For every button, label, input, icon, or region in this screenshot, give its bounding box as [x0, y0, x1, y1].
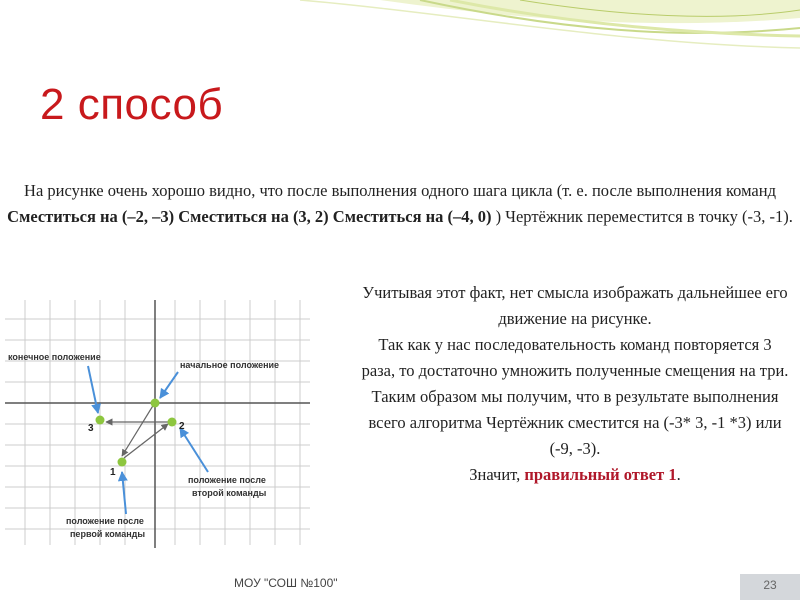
point-3 — [96, 416, 105, 425]
intro-commands: Сместиться на (–2, –3) Сместиться на (3, 2) Сместиться на (–4, 0) — [7, 207, 492, 226]
point-number-2: 2 — [179, 421, 185, 432]
answer-paragraph — [360, 462, 790, 488]
intro-text-end: ) Чертёжник переместится в точку (-3, -1). — [491, 207, 793, 226]
label-final-position: конечное положение — [8, 352, 101, 362]
point-2 — [168, 418, 177, 427]
explanation-paragraph-1: Учитывая этот факт, нет смысла изображать дальнейшее его движение на рисунке. — [362, 283, 788, 328]
answer-prefix: Значит, — [469, 465, 525, 484]
correct-answer: правильный ответ 1 — [524, 465, 677, 484]
point-number-3: 3 — [88, 423, 94, 434]
top-decoration — [0, 0, 800, 60]
label-after-second-line2: второй команды — [192, 488, 267, 498]
intro-text-start: На рисунке очень хорошо видно, что после выполнения одного шага цикла (т. е. после выполнения команд — [24, 181, 776, 200]
intro-paragraph — [0, 178, 800, 230]
pointer-final — [88, 366, 98, 413]
answer-suffix: . — [676, 465, 681, 484]
explanation-paragraph-2: Так как у нас последовательность команд повторяется 3 раза, то достаточно умножить полученные смещения на три. Таким образом мы получим, что в результате выполнения всего алгоритма Чертёжник сместится на (-3* 3, -1 *3) или (-9, -3). — [361, 335, 789, 458]
label-after-second-line1: положение после — [188, 475, 266, 485]
label-after-first-line2: первой команды — [70, 529, 146, 539]
coordinate-diagram — [0, 300, 320, 560]
slide-title: 2 способ — [40, 80, 224, 129]
label-after-first-line1: положение после — [66, 516, 144, 526]
explanation-text — [360, 280, 790, 488]
page-number: 23 — [740, 574, 800, 600]
point-start — [151, 399, 160, 408]
point-number-1: 1 — [110, 467, 116, 478]
move-arrow-first — [122, 404, 154, 456]
move-arrows — [106, 404, 170, 458]
footer-school-name: МОУ "СОШ №100" — [234, 576, 338, 590]
label-start-position: начальное положение — [180, 360, 280, 370]
pointer-after-second — [180, 428, 208, 472]
point-1 — [118, 458, 127, 467]
